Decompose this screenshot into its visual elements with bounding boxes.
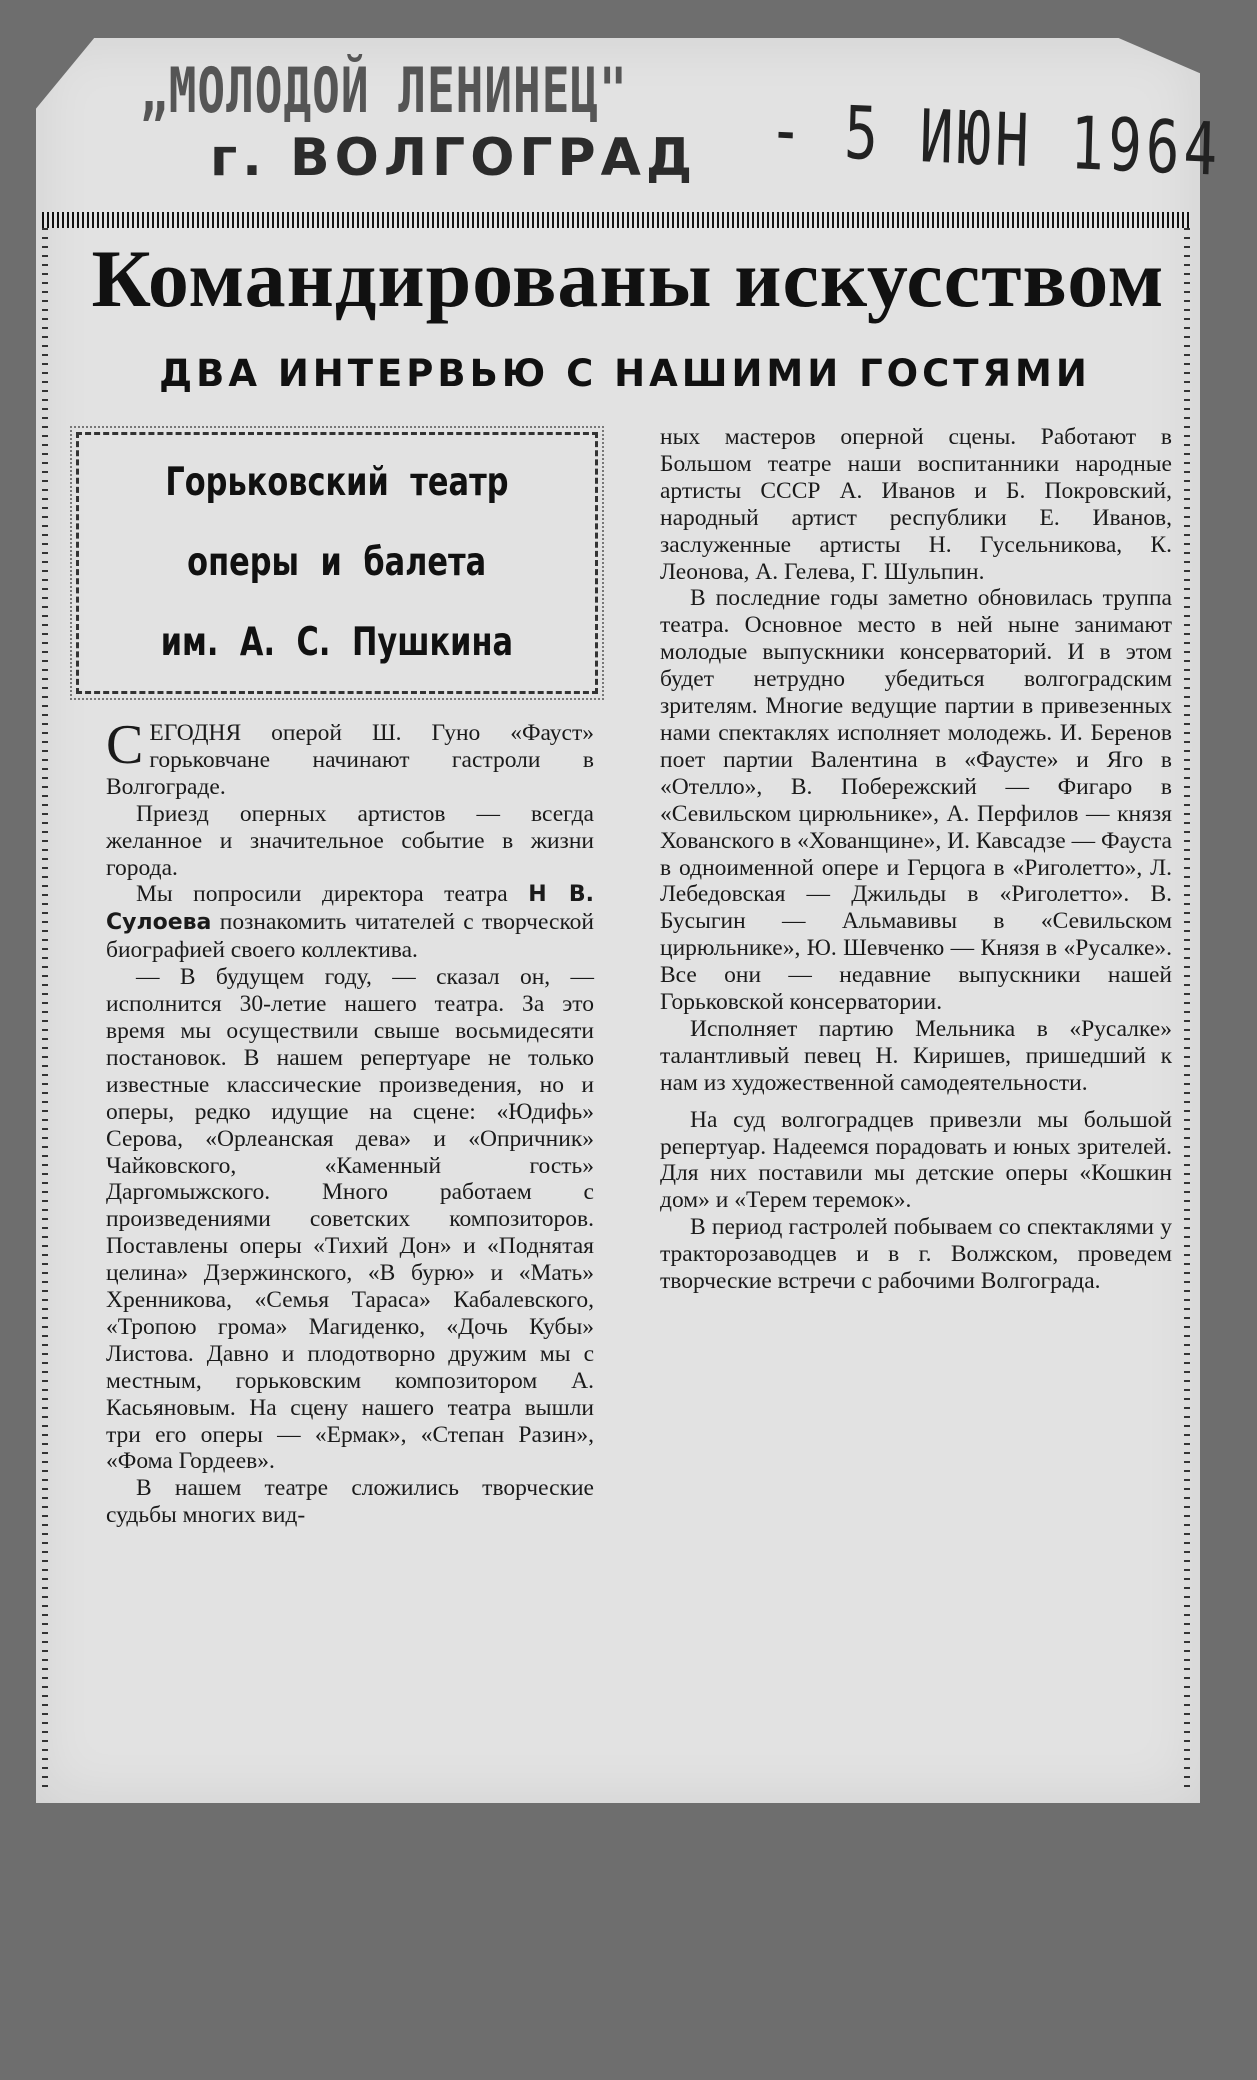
left-border-rule [42, 228, 48, 1788]
article-headline: Командированы искусством [91, 233, 1165, 324]
right-border-rule [1184, 228, 1190, 1788]
paragraph-9: В период гастролей побываем со спектаклями у тракторозаводцев и в г. Волжском, проведем творческие встречи с рабочими Волгограда. [660, 1214, 1172, 1295]
article-column-right [660, 424, 1172, 1774]
box-line-3: им. А. С. Пушкина [160, 620, 514, 665]
paragraph-7: Исполняет партию Мельника в «Русалке» талантливый певец Н. Киришев, пришедший к нам из художественной самодеятельности. [660, 1015, 1172, 1096]
date-stamp: - 5 ИЮН 1964 [767, 88, 1223, 193]
paragraph-5-continued: ных мастеров оперной сцены. Работают в Большом театре наши воспитанники народные артисты СССР А. Иванов и Б. Покровский, народный артист республики Е. Иванов, заслуженные артисты Н. Гусельникова, К. Леонова, А. Гелева, Г. Шульпин. [660, 424, 1172, 585]
intro-text: ЕГОДНЯ оперой Ш. Гуно «Фауст» горьковчане начинают гастроли в Волгограде. [106, 720, 594, 800]
theatre-title-box [76, 432, 598, 694]
top-border-rule [42, 212, 1190, 228]
paragraph-3: Мы попросили директора театра Н В. Сулоева познакомить читателей с творческой биографией своего коллектива. [106, 881, 594, 964]
box-line-1: Горьковский театр [165, 460, 509, 505]
paragraph-2: Приезд оперных артистов — всегда желанное и значительное событие в жизни города. [106, 800, 594, 881]
paragraph-8: На суд волгоградцев привезли мы большой репертуар. Надеемся порадовать и юных зрителей. Для них поставили мы детские оперы «Кошкин дом» и «Терем теремок». [660, 1106, 1172, 1214]
drop-cap: С [106, 714, 144, 776]
article-subhead: ДВА ИНТЕРВЬЮ С НАШИМИ ГОСТЯМИ [159, 352, 1091, 395]
city-stamp: г. ВОЛГОГРАД [210, 128, 698, 188]
paragraph-5-start: В нашем театре сложились творческие судьбы многих вид- [106, 1475, 594, 1529]
director-name: Н В. Сулоева [106, 882, 594, 936]
paragraph-intro [106, 714, 594, 801]
box-line-2: оперы и балета [187, 540, 487, 585]
paragraph-6: В последние годы заметно обновилась труппа театра. Основное место в ней ныне занимают молодые выпускники консерваторий. И в этом будет нетрудно убедиться волгоградским зрителям. Многие ведущие партии в привезенных нами спектаклях исполняет молодежь. И. Беренов поет партии Валентина в «Фаусте» и Яго в «Отелло», В. Побережский — Фигаро в «Севильском цирюльнике», А. Перфилов — князя Хованского в «Хованщине», И. Кавсадзе — Фауста в одноименной опере и Герцога в «Риголетто», Л. Лебедовская — Джильды в «Риголетто». В. Бусыгин — Альмавивы в «Севильском цирюльнике», Ю. Шевченко — Князя в «Русалке». Все они — недавние выпускники нашей Горьковской консерватории. [660, 585, 1172, 1016]
article-column-left [106, 714, 594, 2080]
newspaper-name-stamp: „МОЛОДОЙ ЛЕНИНЕЦ" [140, 54, 628, 127]
paragraph-4: — В будущем году, — сказал он, — исполнится 30-летие нашего театра. За это время мы осуществили свыше восьмидесяти постановок. В нашем репертуаре не только известные классические произведения, но и оперы, редко идущие на сцене: «Юдифь» Серова, «Орлеанская дева» и «Опричник» Чайковского, «Каменный гость» Даргомыжского. Много работаем с произведениями советских композиторов. Поставлены оперы «Тихий Дон» и «Поднятая целина» Дзержинского, «В бурю» и «Мать» Хренникова, «Семья Тараса» Кабалевского, «Тропою грома» Магиденко, «Дочь Кубы» Листова. Давно и плодотворно дружим мы с местным, горьковским композитором А. Касьяновым. На сцену нашего театра вышли три его оперы — «Ермак», «Степан Разин», «Фома Гордеев». [106, 964, 594, 1475]
